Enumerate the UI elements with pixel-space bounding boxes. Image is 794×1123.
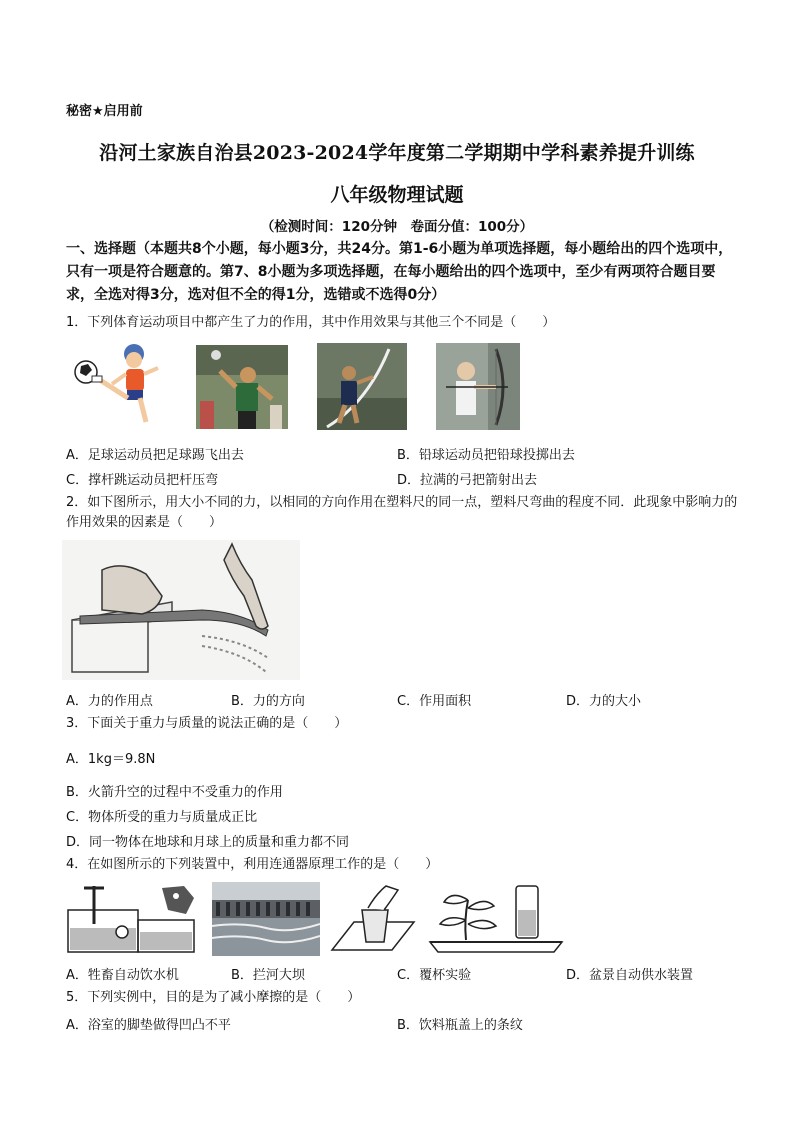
- q5-option-b: B．饮料瓶盖上的条纹: [397, 1018, 523, 1033]
- q4-option-a: A．牲畜自动饮水机: [66, 968, 179, 983]
- q4-image-drinking-machine: [64, 880, 204, 958]
- question-3-stem: 3．下面关于重力与质量的说法正确的是（ ）: [66, 716, 348, 731]
- q4-image-cup-experiment: [328, 880, 418, 958]
- q3-option-b: B．火箭升空的过程中不受重力的作用: [66, 785, 283, 800]
- q2-option-d: D．力的大小: [566, 694, 642, 709]
- exam-title: 沿河土家族自治县2023-2024学年度第二学期期中学科素养提升训练: [99, 142, 695, 164]
- q3-option-d: D．同一物体在地球和月球上的质量和重力都不同: [66, 835, 350, 850]
- q1-option-a: A．足球运动员把足球踢飞出去: [66, 448, 244, 463]
- q3-option-a: A．1kg＝9.8N: [66, 752, 156, 767]
- q5-option-a: A．浴室的脚垫做得凹凸不平: [66, 1018, 231, 1033]
- q2-option-b: B．力的方向: [231, 694, 305, 709]
- q2-option-a: A．力的作用点: [66, 694, 153, 709]
- exam-info: （检测时间：120分钟 卷面分值：100分）: [260, 219, 534, 235]
- section-instructions: 一、选择题（本题共8个小题，每小题3分，共24分。第1-6小题为单项选择题，每小题给出的四个选项中，只有一项是符合题意的。第7、8小题为多项选择题，在每小题给出的四个选项中，至少有两项符合题目要求，全选对得3分，选对但不全的得1分，选错或不选得0分）: [66, 241, 733, 303]
- q1-option-c: C．撑杆跳运动员把杆压弯: [66, 473, 219, 488]
- q2-option-c: C．作用面积: [397, 694, 472, 709]
- q4-image-bonsai: [426, 880, 566, 958]
- question-1-stem: 1．下列体育运动项目中都产生了力的作用，其中作用效果与其他三个不同是（ ）: [66, 315, 556, 330]
- q1-option-d: D．拉满的弓把箭射出去: [397, 473, 538, 488]
- question-4-stem: 4．在如图所示的下列装置中，利用连通器原理工作的是（ ）: [66, 857, 439, 872]
- q1-image-archery: [436, 343, 520, 430]
- q1-image-shot-put: [196, 345, 288, 429]
- q4-option-b: B．拦河大坝: [231, 968, 305, 983]
- question-5-stem: 5．下列实例中，目的是为了减小摩擦的是（ ）: [66, 990, 361, 1005]
- q1-option-b: B．铅球运动员把铅球投掷出去: [397, 448, 575, 463]
- exam-subtitle: 八年级物理试题: [330, 184, 464, 206]
- q3-option-c: C．物体所受的重力与质量成正比: [66, 810, 258, 825]
- question-2-stem: 2．如下图所示，用大小不同的力，以相同的方向作用在塑料尺的同一点，塑料尺弯曲的程度不同．此现象中影响力的作用效果的因素是（ ）: [66, 495, 738, 530]
- q4-option-d: D．盆景自动供水装置: [566, 968, 694, 983]
- q4-image-dam: [212, 882, 320, 956]
- q1-image-football: [66, 340, 184, 430]
- secret-label: 秘密★启用前: [66, 104, 143, 119]
- q2-image-ruler: [62, 540, 300, 680]
- q4-option-c: C．覆杯实验: [397, 968, 472, 983]
- q1-image-pole-vault: [317, 343, 407, 430]
